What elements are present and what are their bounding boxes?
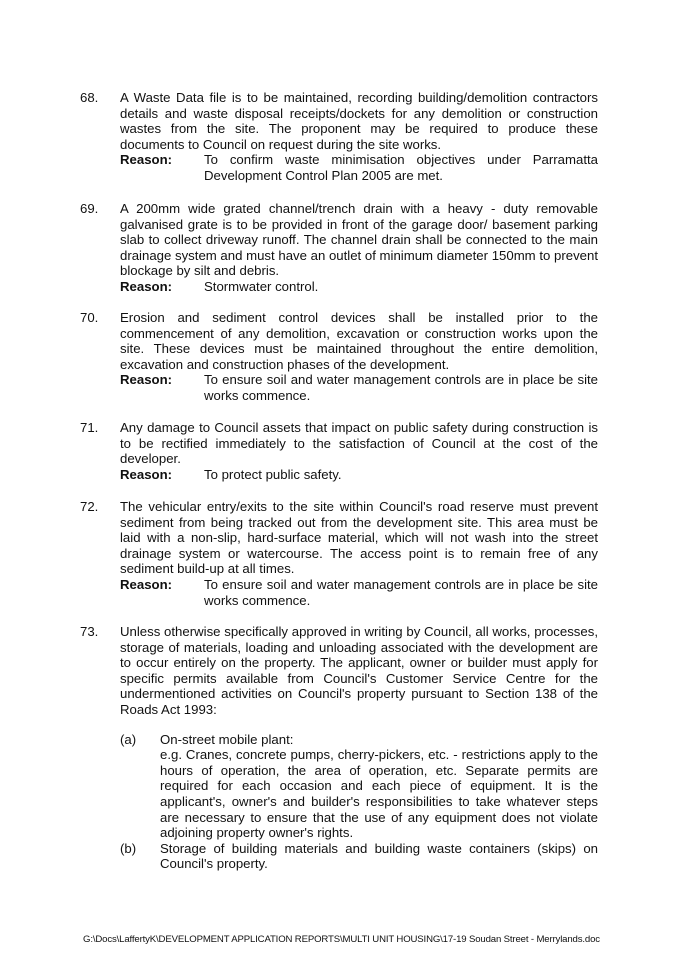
condition-text: Erosion and sediment control devices shall be installed prior to the commencement of any demolition, excavation or construction works upon the site. These devices must be maintained throughout the entire demolition, excavation and construction phases of the development. bbox=[120, 310, 598, 372]
subitem-label: (b) bbox=[120, 840, 137, 856]
subitem-a bbox=[120, 732, 598, 841]
reason-text: To ensure soil and water management controls are in place be site works commence. bbox=[204, 576, 598, 608]
subitem-label: (a) bbox=[120, 731, 137, 747]
condition-text: The vehicular entry/exits to the site within Council's road reserve must prevent sediment from being tracked out from the development site. This area must be laid with a non-slip, hard-surface material, which will not wash into the street drainage system or watercourse. The access point is to remain free of any sediment build-up at all times. bbox=[120, 499, 598, 577]
condition-number: 68. bbox=[80, 90, 99, 105]
subitem-b bbox=[120, 841, 598, 872]
subitem-title: On-street mobile plant: bbox=[160, 731, 294, 747]
condition-number: 71. bbox=[80, 420, 99, 435]
reason-label: Reason: bbox=[120, 372, 173, 388]
reason-label: Reason: bbox=[120, 466, 173, 482]
reason-row bbox=[120, 152, 598, 183]
condition-number: 73. bbox=[80, 624, 99, 639]
reason-label: Reason: bbox=[120, 152, 173, 168]
subitem-text: e.g. Cranes, concrete pumps, cherry-pickers, etc. - restrictions apply to the hours of operation, the area of operation, etc. Separate permits are required for each occasion and each piece of equipment. It is the applicant's, owner's and builder's responsibilities to take whatever steps are necessary to ensure that the use of any equipment does not violate adjoining property owner's rights. bbox=[160, 747, 598, 841]
condition-text: A Waste Data file is to be maintained, recording building/demolition contractors details and waste disposal receipts/dockets for any demolition or construction wastes from the site. The proponent may be required to produce these documents to Council on request during the site works. bbox=[120, 90, 598, 152]
reason-text: To ensure soil and water management controls are in place be site works commence. bbox=[204, 372, 598, 403]
reason-label: Reason: bbox=[120, 278, 173, 294]
condition-text: A 200mm wide grated channel/trench drain with a heavy - duty removable galvanised grate is to be provided in front of the garage door/ basement parking slab to collect driveway runoff. The channel drain shall be connected to the main drainage system and must have an outlet of minimum diameter 150mm to prevent blockage by silt and debris. bbox=[120, 201, 598, 279]
reason-row bbox=[120, 279, 598, 295]
condition-number: 70. bbox=[80, 310, 99, 325]
condition-text: Unless otherwise specifically approved in writing by Council, all works, processes, storage of materials, loading and unloading associated with the development are to occur entirely on the property. The applicant, owner or builder must apply for specific permits available from Council's Customer Service Centre for the undermentioned activities on Council's property pursuant to Section 138 of the Roads Act 1993: bbox=[120, 624, 598, 717]
condition-text: Any damage to Council assets that impact on public safety during construction is to be rectified immediately to the satisfaction of Council at the cost of the developer. bbox=[120, 420, 598, 467]
document-footer-path: G:\Docs\LaffertyK\DEVELOPMENT APPLICATION REPORTS\MULTI UNIT HOUSING\17-19 Soudan Street - Merrylands.doc bbox=[83, 934, 600, 945]
reason-row bbox=[120, 467, 598, 483]
reason-text: Stormwater control. bbox=[204, 278, 319, 294]
reason-label: Reason: bbox=[120, 576, 173, 592]
reason-text: To confirm waste minimisation objectives under Parramatta Development Control Plan 2005 are met. bbox=[204, 152, 598, 183]
reason-row bbox=[120, 577, 598, 608]
reason-row bbox=[120, 372, 598, 403]
condition-number: 72. bbox=[80, 499, 99, 514]
subitem-title: Storage of building materials and building waste containers (skips) on Council's property. bbox=[160, 840, 598, 872]
reason-text: To protect public safety. bbox=[204, 466, 342, 482]
condition-number: 69. bbox=[80, 201, 99, 216]
